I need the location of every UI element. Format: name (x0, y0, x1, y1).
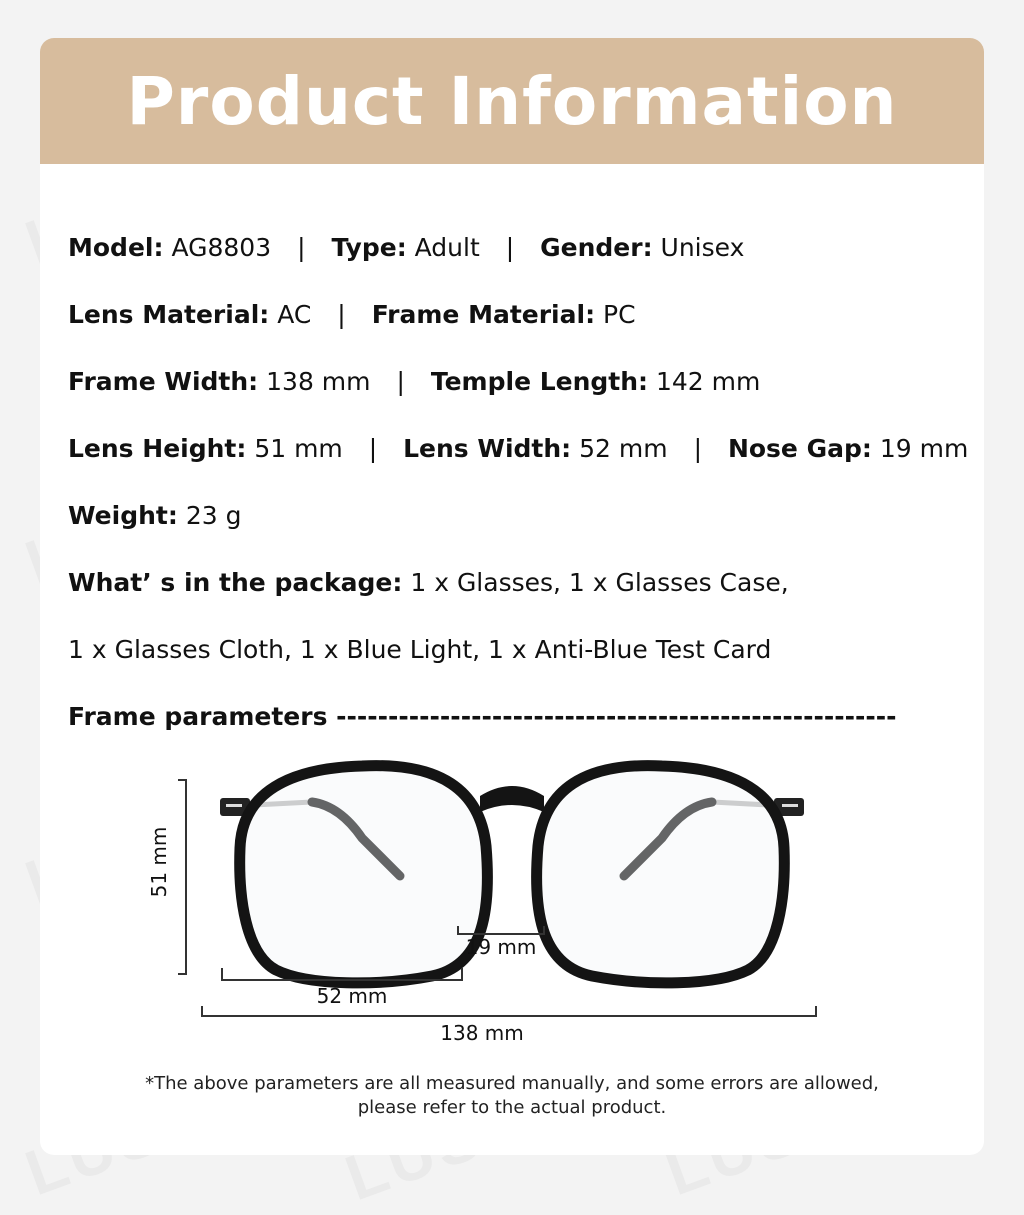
spec-row-materials (68, 281, 964, 348)
package-value-1: 1 x Glasses, 1 x Glasses Case, (410, 568, 789, 597)
separator: | (693, 434, 702, 463)
separator: | (368, 434, 378, 463)
disclaimer-note (40, 1072, 984, 1120)
total-width-dimension-label: 138 mm (440, 1021, 524, 1045)
temple-length-value: 142 mm (656, 367, 761, 396)
spec-row-widths (68, 348, 964, 415)
header-banner (40, 38, 984, 164)
separator: | (297, 233, 306, 262)
weight-value: 23 g (185, 501, 242, 530)
lens-material-label: Lens Material: (68, 300, 270, 329)
gender-value: Unisex (660, 233, 745, 262)
right-lens-frame (537, 766, 785, 983)
frame-material-label: Frame Material: (371, 300, 596, 329)
spec-list (68, 214, 969, 750)
bridge (480, 786, 544, 812)
type-label: Type: (331, 233, 407, 262)
spec-row-package (68, 549, 964, 616)
lens-width-value: 52 mm (579, 434, 668, 463)
disclaimer-line-2: please refer to the actual product. (357, 1097, 667, 1118)
height-dimension-label: 51 mm (147, 826, 171, 898)
frame-parameters-heading: Frame parameters ------------------------------------------------------ (68, 702, 897, 731)
type-value: Adult (414, 233, 480, 262)
weight-label: Weight: (68, 501, 178, 530)
lens-height-value: 51 mm (254, 434, 343, 463)
spec-row-weight (68, 482, 964, 549)
lens-material-value: AC (277, 300, 312, 329)
glasses-diagram (40, 728, 984, 1088)
spec-row-model (68, 214, 964, 281)
nose-gap-label: Nose Gap: (727, 434, 872, 463)
nose-gap-value: 19 mm (879, 434, 969, 463)
frame-width-label: Frame Width: (68, 367, 259, 396)
separator: | (505, 233, 515, 262)
temple-length-label: Temple Length: (430, 367, 649, 396)
disclaimer-line-1: *The above parameters are all measured manually, and some errors are allowed, (145, 1073, 879, 1094)
gender-label: Gender: (540, 233, 653, 262)
height-dimension-line (178, 780, 186, 974)
model-label: Model: (68, 233, 164, 262)
lens-width-label: Lens Width: (403, 434, 572, 463)
package-label: What’ s in the package: (68, 568, 403, 597)
lens-height-label: Lens Height: (68, 434, 247, 463)
total-width-dimension-line (202, 1006, 816, 1016)
product-info-card (40, 38, 984, 1155)
package-value-2: 1 x Glasses Cloth, 1 x Blue Light, 1 x Anti-Blue Test Card (68, 635, 772, 664)
left-lens-frame (240, 766, 488, 983)
separator: | (337, 300, 346, 329)
frame-width-value: 138 mm (266, 367, 371, 396)
lens-width-dimension-label: 52 mm (316, 984, 388, 1008)
spec-row-package-cont (68, 616, 964, 683)
page-title: Product Information (126, 62, 898, 140)
frame-material-value: PC (603, 300, 636, 329)
nose-gap-dimension-label: 19 mm (465, 935, 537, 959)
spec-row-lens-dimensions (68, 415, 969, 482)
separator: | (396, 367, 405, 396)
model-value: AG8803 (171, 233, 272, 262)
